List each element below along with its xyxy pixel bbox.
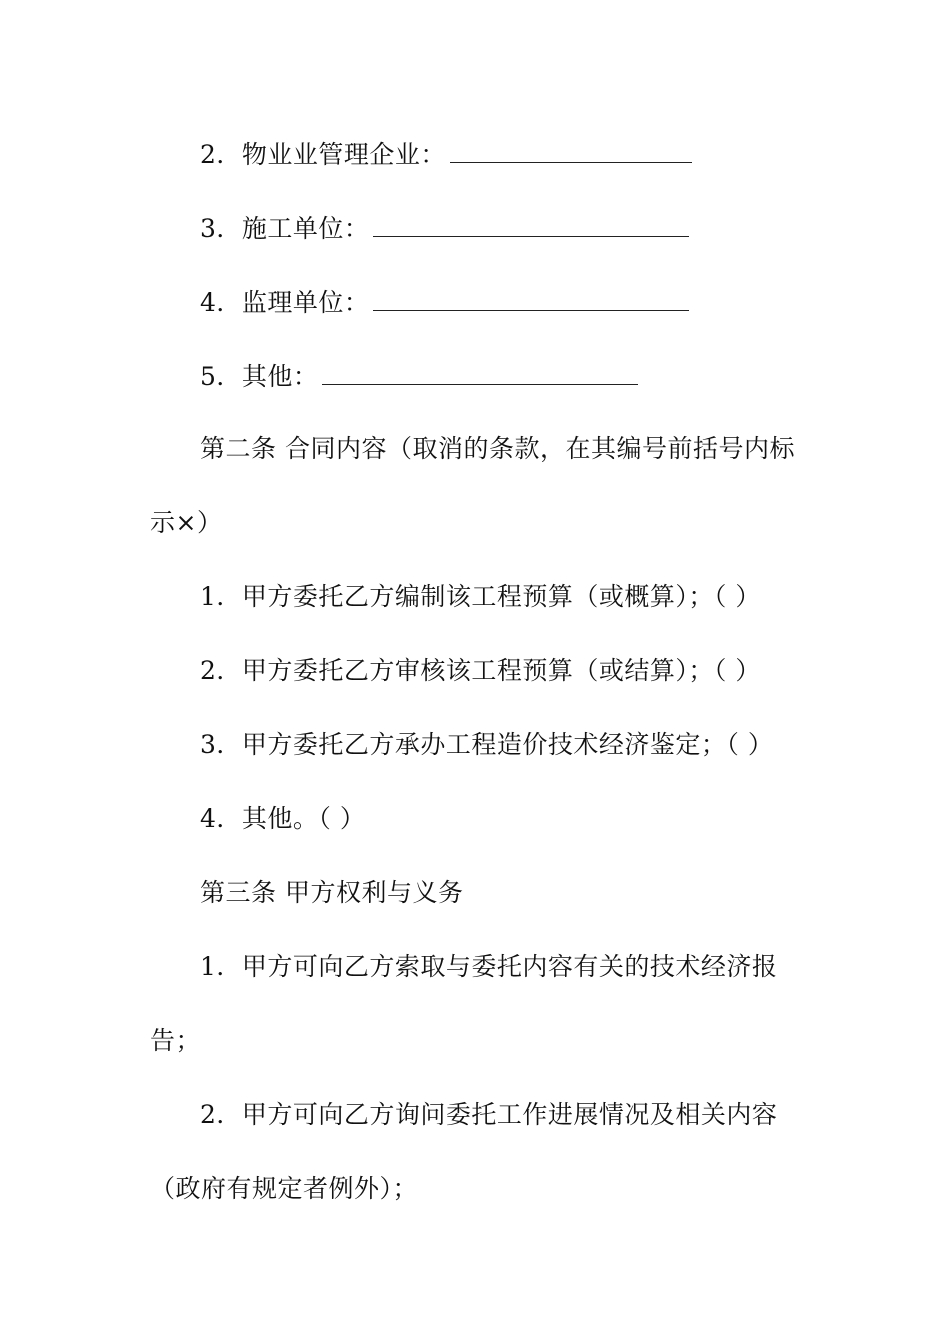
field-supervision-unit [200, 286, 689, 318]
article-3-heading: 第三条 甲方权利与义务 [200, 878, 464, 907]
fill-in-blank[interactable] [322, 360, 638, 385]
article-3-item-1-continuation: 告； [150, 1026, 202, 1055]
article-2-item: 3．甲方委托乙方承办工程造价技术经济鉴定；（ ） [200, 730, 774, 759]
article-3-item-2-continuation: （政府有规定者例外）； [150, 1174, 419, 1203]
article-2-item: 1．甲方委托乙方编制该工程预算（或概算）；（ ） [200, 582, 761, 611]
article-3-item-1: 1．甲方可向乙方索取与委托内容有关的技术经济报 [200, 952, 778, 981]
field-label: 2．物业业管理企业： [200, 140, 446, 169]
fill-in-blank[interactable] [373, 286, 689, 311]
field-label: 5．其他： [200, 362, 319, 391]
article-3-item-2: 2．甲方可向乙方询问委托工作进展情况及相关内容 [200, 1100, 778, 1129]
field-construction-unit [200, 212, 689, 244]
fill-in-blank[interactable] [450, 138, 692, 163]
article-2-item: 4．其他。（ ） [200, 804, 366, 833]
article-2-heading: 第二条 合同内容（取消的条款，在其编号前括号内标 [200, 434, 795, 463]
article-2-item: 2．甲方委托乙方审核该工程预算（或结算）；（ ） [200, 656, 761, 685]
fill-in-blank[interactable] [373, 212, 689, 237]
field-other [200, 360, 638, 392]
field-label: 4．监理单位： [200, 288, 370, 317]
field-property-management [200, 138, 692, 170]
article-2-heading-continuation: 示×） [150, 508, 223, 537]
field-label: 3．施工单位： [200, 214, 370, 243]
